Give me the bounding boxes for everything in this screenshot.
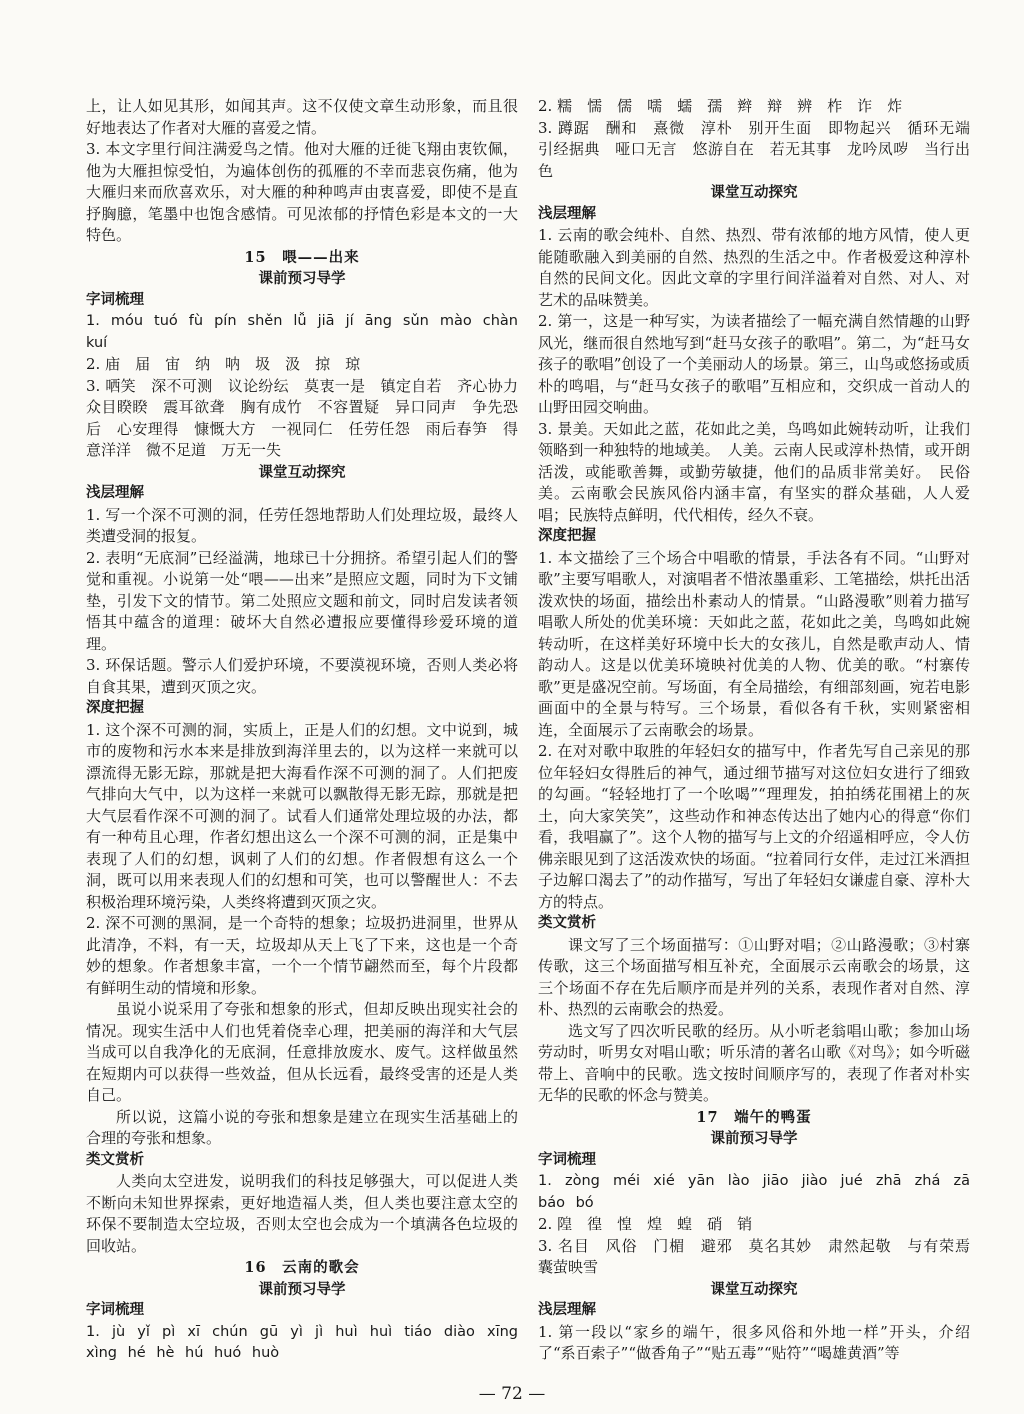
left-block: 课堂互动探究 — [258, 463, 346, 481]
right-block: 2. 隍 徨 惶 煌 蝗 硝 销 — [538, 1215, 753, 1233]
right-block: 字词梳理 — [538, 1151, 596, 1168]
left-block: 字词梳理 — [86, 1302, 144, 1318]
left-block: 课前预习导学 — [258, 1280, 346, 1298]
right-block: 选文写了四次听民歌的经历。从小听老翁唱山歌；参加山场劳动时，听男女对唱山歌；听乐清的著名山歌《对鸟》；如今听磁带上、音响中的民歌。选文按时间顺序写的，表现了作者对朴实无华的民歌的怀念与赞美。 — [538, 1021, 970, 1104]
right-block: 17 端午的鸭蛋 — [696, 1108, 812, 1126]
left-block: 2. 庙 届 宙 纳 呐 圾 汲 掠 琼 — [86, 355, 361, 373]
left-block: 3. 哂笑 深不可测 议论纷纭 莫衷一是 镇定自若 齐心协力 众目睽睽 震耳欲聋 胸有成竹 不容置疑 异口同声 争先恐后 心安理得 慷慨大方 一视同仁 任劳任怨 雨后春笋 得意洋洋 微不足道 万无一失 — [86, 376, 534, 459]
left-block: 15 喂——出来 — [244, 248, 360, 266]
right-block: 1. 本文描绘了三个场合中唱歌的情景，手法各有不同。“山野对歌”主要写唱歌人，对演唱者不惜浓墨重彩、工笔描绘，烘托出活泼欢快的场面，描绘出朴素动人的情景。“山路漫歌”则着力描写唱歌人所处的优美环境：天如此之蓝，花如此之美，鸟鸣如此婉转动听，在这样美好环境中长大的女孩儿，自然是歌声动人、情韵动人。这是以优美环境映衬优美的人物、优美的歌。“村寨传歌”更是盛况空前。写场面，有全局描绘，有细部刻画，宛若电影画面中的全景与特写。三个场景，看似各有千秋，实则紧密相连，全面展示了云南歌会的场景。 — [538, 548, 970, 739]
right-column — [538, 96, 986, 1365]
right-block: 课前预习导学 — [710, 1130, 798, 1147]
left-block: 1. 写一个深不可测的洞，任劳任怨地帮助人们处理垃圾，最终人类遭受洞的报复。 — [86, 505, 518, 545]
left-block: 上，让人如见其形，如闻其声。这不仅使文章生动形象，而且很好地表达了作者对大雁的喜爱之情。 — [86, 97, 518, 137]
left-block: 所以说，这篇小说的夸张和想象是建立在现实生活基础上的合理的夸张和想象。 — [86, 1107, 518, 1147]
left-block: 虽说小说采用了夸张和想象的形式，但却反映出现实社会的情况。现实生活中人们也凭着侥幸心理，把美丽的海洋和大气层当成可以自我净化的无底洞，任意排放废水、废气。这样做虽然在短期内可以获得一些效益，但从长远看，最终受害的还是人类自己。 — [86, 1000, 518, 1104]
left-column — [86, 96, 534, 1365]
page-number: — 72 — — [478, 1384, 546, 1404]
left-block: 1. jù yǐ pì xī chún gū yì jì huì huì tiáo diào xīng xìng hé hè hú huó huò — [86, 1323, 518, 1361]
left-block: 3. 本文字里行间注满爱鸟之情。他对大雁的迁徙飞翔由衷钦佩，他为大雁担惊受怕，为遍体创伤的孤雁的不幸而悲哀伤痛，他为大雁归来而欣喜欢乐，对大雁的种种鸣声由衷喜爱，即使不是直抒胸臆，笔墨中也饱含感情。可见浓郁的抒情色彩是本文的一大特色。 — [86, 140, 518, 244]
right-block: 3. 蹲踞 酬和 熹微 淳朴 别开生面 即物起兴 循环无端 引经据典 哑口无言 悠游自在 若无其事 龙吟凤哕 当行出色 — [538, 118, 986, 180]
right-block: 类文赏析 — [538, 915, 596, 931]
left-block: 人类向太空进发，说明我们的科技足够强大，可以促进人类不断向未知世界探索，更好地造福人类，但人类也要注意太空的环保不要制造太空垃圾，否则太空也会成为一个填满各色垃圾的回收站。 — [86, 1172, 518, 1255]
left-block: 深度把握 — [86, 700, 144, 716]
right-block: 深度把握 — [538, 528, 596, 544]
left-block: 浅层理解 — [86, 485, 144, 501]
left-block: 2. 表明“无底洞”已经溢满，地球已十分拥挤。希望引起人们的警觉和重视。小说第一处“喂——出来”是照应文题，同时为下文铺垫，引发下文的情节。第二处照应文题和前文，同时启发读者领悟其中蕴含的道理：破坏大自然必遭报应要懂得珍爱环境的道理。 — [86, 548, 518, 653]
left-block: 字词梳理 — [86, 291, 144, 308]
right-block: 2. 在对对歌中取胜的年轻妇女的描写中，作者先写自己亲见的那位年轻妇女得胜后的神气，通过细节描写对这位妇女进行了细致的勾画。“轻轻地打了一个吆喝”“理理发，拍拍绣花围裙上的灰土，向大家笑笑”，这些动作和神态传达出了她内心的得意“你们看，我唱赢了”。这个人物的描写与上文的介绍遥相呼应，令人仿佛亲眼见到了这活泼欢快的场面。“拉着同行女伴，走过江米酒担子边解口渴去了”的动作描写，写出了年轻妇女谦虚自豪、淳朴大方的特点。 — [538, 742, 970, 911]
right-block: 课堂互动探究 — [710, 1280, 798, 1298]
right-block: 浅层理解 — [538, 1302, 596, 1318]
right-block: 1. 云南的歌会纯朴、自然、热烈、带有浓郁的地方风情，使人更能随歌融入到美丽的自然、热烈的生活之中。作者极爱这种淳朴自然的民间文化。因此文章的字里行间洋溢着对自然、对人、对艺术的品味赞美。 — [538, 226, 970, 309]
right-block: 1. zòng méi xié yān lào jiāo jiào jué zhā zhá zā báo bó — [538, 1173, 970, 1211]
left-block: 课前预习导学 — [258, 270, 346, 287]
right-block: 课堂互动探究 — [710, 184, 798, 201]
right-block: 2. 第一，这是一种写实，为读者描绘了一幅充满自然情趣的山野风光，继而很自然地写到“赶马女孩子的歌唱”。第二，为“赶马女孩子的歌唱”创设了一个美丽动人的场景。第三，山鸟或悠扬或质朴的鸣唱，与“赶马女孩子的歌唱”互相应和，交织成一首动人的山野田园交响曲。 — [538, 312, 970, 416]
left-block: 2. 深不可测的黑洞，是一个奇特的想象；垃圾扔进洞里，世界从此清净，不料，有一天，垃圾却从天上飞了下来，这也是一个奇妙的想象。作者想象丰富，一个一个情节翩然而至，每个片段都有鲜明生动的情境和形象。 — [86, 914, 518, 997]
right-block: 课文写了三个场面描写：①山野对唱；②山路漫歌；③村寨传歌，这三个场面描写相互补充，全面展示云南歌会的场景，这三个场面不存在先后顺序而是并列的关系，表现作者对自然、淳朴、热烈的云南歌会的热爱。 — [538, 935, 970, 1018]
left-block: 类文赏析 — [86, 1151, 144, 1168]
right-block: 1. 第一段以“家乡的端午，很多风俗和外地一样”开头，介绍了“系百索子”“做香角子”“贴五毒”“贴符”“喝雄黄酒”等 — [538, 1322, 970, 1362]
left-block: 16 云南的歌会 — [244, 1259, 360, 1276]
right-block: 3. 景美。天如此之蓝，花如此之美，鸟鸣如此婉转动听，让我们领略到一种独特的地域美。 人美。云南人民或淳朴热情，或开朗活泼，或能歌善舞，或勤劳敏捷，他们的品质非常美好。 民俗美。云南歌会民族风俗内涵丰富，有坚实的群众基础，人人爱唱；民族特点鲜明，代代相传，经久不衰。 — [538, 419, 970, 524]
left-block: 1. móu tuó fù pín shěn lǚ jiā jí āng sǔn mào chàn kuí — [86, 313, 518, 351]
right-block: 浅层理解 — [538, 205, 596, 222]
left-block: 3. 环保话题。警示人们爱护环境，不要漠视环境，否则人类必将自食其果，遭到灭顶之灾。 — [86, 656, 518, 696]
right-block: 2. 糯 懦 儒 嚅 蠕 孺 辫 辩 辨 柞 诈 炸 — [538, 97, 903, 115]
left-block: 1. 这个深不可测的洞，实质上，正是人们的幻想。文中说到，城市的废物和污水本来是排放到海洋里去的，以为这样一来就可以漂流得无影无踪，那就是把大海看作深不可测的洞了。人们把废气排向大气中，以为这样一来就可以飘散得无影无踪，那就是把大气层看作深不可测的洞了。试看人们通常处理垃圾的办法，都有一种苟且心理，作者幻想出这么一个深不可测的洞，正是集中表现了人们的幻想，讽刺了人们的幻想。作者假想有这么一个洞，既可以用来表现人们的幻想和可笑，也可以警醒世人：不去积极治理环境污染，人类终将遭到灭顶之灾。 — [86, 720, 518, 911]
right-block: 3. 名目 风俗 门楣 避邪 莫名其妙 肃然起敬 与有荣焉 囊萤映雪 — [538, 1236, 986, 1276]
